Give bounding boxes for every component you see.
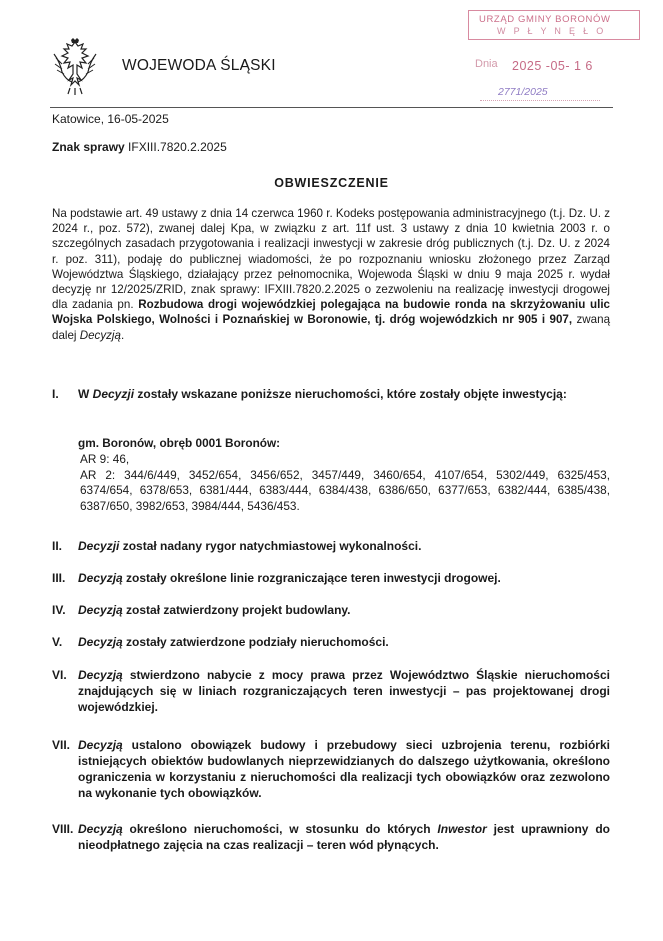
stamp-number: 2771/2025 xyxy=(498,86,548,98)
section-body: zostały określone linie rozgraniczające teren inwestycji drogowej. xyxy=(122,571,501,585)
section-decision-term: Decyzją xyxy=(78,668,123,682)
section-pre: W xyxy=(78,387,93,401)
parcel-gmina: gm. Boronów, obręb 0001 Boronów: xyxy=(78,436,281,450)
section-number: I. xyxy=(52,387,59,401)
stamp-number-line xyxy=(480,100,600,101)
section-8 xyxy=(52,821,610,853)
section-number: VII. xyxy=(52,738,71,752)
section-body: został zatwierdzony projekt budowlany. xyxy=(122,603,351,617)
parcel-ar9: AR 9: 46, xyxy=(80,452,130,467)
section-body: zostały wskazane poniższe nieruchomości, które zostały objęte inwestycją: xyxy=(134,387,567,401)
section-text xyxy=(78,821,610,853)
section-text xyxy=(78,667,610,715)
org-title: WOJEWODA ŚLĄSKI xyxy=(122,57,276,74)
section-decision-term: Decyzji xyxy=(92,387,135,401)
section-7 xyxy=(52,737,610,801)
section-decision-term: Decyzją xyxy=(78,635,123,649)
parcel-ar2: AR 2: 344/6/449, 3452/654, 3456/652, 3457/449, 3460/654, 4107/654, 5302/449, 6325/453, 6374/654, 6378/653, 6381/444, 6383/444, 6384/438, 6386/650, 6377/653, 6382/444, 6385/438, 6387/650, 3982/653, 3984/444, 5436/453. xyxy=(80,467,610,513)
intro-paragraph xyxy=(52,206,610,343)
section-2 xyxy=(52,538,610,554)
section-decision-term: Decyzją xyxy=(78,571,123,585)
section-text xyxy=(78,538,610,554)
case-reference xyxy=(52,140,227,154)
section-decision-term: Decyzji xyxy=(78,539,120,553)
section-number: II. xyxy=(52,539,63,553)
stamp-office-name: URZĄD GMINY BORONÓW xyxy=(479,14,611,25)
section-text xyxy=(78,386,610,402)
section-4 xyxy=(52,602,610,618)
section-body: został nadany rygor natychmiastowej wykonalności. xyxy=(119,539,422,553)
intro-tail: zwaną dalej xyxy=(52,313,611,342)
section-6 xyxy=(52,667,610,715)
section-decision-term: Decyzją xyxy=(78,822,123,836)
parcel-list xyxy=(78,436,610,514)
section-text xyxy=(78,602,610,618)
section-number: VI. xyxy=(52,668,67,682)
section-5 xyxy=(52,634,610,650)
header-divider xyxy=(50,107,613,108)
section-body-end: jest uprawniony do nieodpłatnego zajęcia na czas realizacji – teren wód płynących. xyxy=(78,822,610,852)
document-heading: OBWIESZCZENIE xyxy=(274,176,389,190)
section-body: określono nieruchomości, w stosunku do których xyxy=(122,822,438,836)
intro-end: . xyxy=(120,328,125,342)
section-text xyxy=(78,570,610,586)
section-body: zostały zatwierdzone podziały nieruchomości. xyxy=(122,635,389,649)
intro-decision-term: Decyzją xyxy=(79,328,121,342)
section-number: V. xyxy=(52,635,63,649)
section-number: IV. xyxy=(52,603,66,617)
polish-eagle-emblem-icon xyxy=(50,38,100,96)
section-decision-term: Decyzją xyxy=(78,738,123,752)
intro-project-name: Rozbudowa drogi wojewódzkiej polegająca na budowie ronda na skrzyżowaniu ulic Wojska Polskiego, Wolności i Poznańskiej w Boronowie, tj. dróg wojewódzkich nr 905 i 907, xyxy=(52,298,610,327)
section-3 xyxy=(52,570,610,586)
section-1 xyxy=(52,386,610,402)
case-reference-label: Znak sprawy xyxy=(52,140,125,154)
section-text xyxy=(78,737,610,801)
section-number: III. xyxy=(52,571,66,585)
place-date: Katowice, 16-05-2025 xyxy=(52,112,169,126)
intro-text: Na podstawie art. 49 ustawy z dnia 14 czerwca 1960 r. Kodeks postępowania administracyjnego (t.j. Dz. U. z 2024 r., poz. 572), zwanej dalej Kpa, w związku z art. 11f ust. 3 ustawy z dnia 10 kwietnia 2003 r. o szczególnych zasadach przygotowania i realizacji inwestycji w zakresie dróg publicznych (t.j. Dz. U. z 2024 r. poz. 311), podaję do publicznej wiadomości, że po rozpoznaniu wniosku złożonego przez Zarząd Województwa Śląskiego, działający przez pełnomocnika, Wojewoda Śląski w dniu 9 maja 2025 r. wydał decyzję nr 12/2025/ZRID, znak sprawy: IFXIII.7820.2.2025 o zezwoleniu na realizację inwestycji drogowej dla zadania pn. xyxy=(52,207,610,312)
section-body: stwierdzono nabycie z mocy prawa przez Województwo Śląskie nieruchomości znajdujących się w liniach rozgraniczających teren inwestycji – pas projektowanej drogi wojewódzkiej. xyxy=(78,668,610,714)
stamp-date-label: Dnia xyxy=(475,58,498,70)
stamp-date: 2025 -05- 1 6 xyxy=(512,59,593,73)
case-reference-number: IFXIII.7820.2.2025 xyxy=(128,140,227,154)
section-number: VIII. xyxy=(52,822,74,836)
section-body: ustalono obowiązek budowy i przebudowy sieci uzbrojenia terenu, rozbiórki istniejących obiektów budowlanych nieprzewidzianych do dalszego użytkowania, określono ograniczenia w korzystaniu z nieruchomości dla realizacji tych obowiązków oraz zezwolono na wykonanie tych obowiązków. xyxy=(78,738,610,800)
section-text xyxy=(78,634,610,650)
section-investor-term: Inwestor xyxy=(437,822,487,836)
stamp-received: W P Ł Y N Ę Ł O xyxy=(497,26,607,36)
section-decision-term: Decyzją xyxy=(78,603,123,617)
